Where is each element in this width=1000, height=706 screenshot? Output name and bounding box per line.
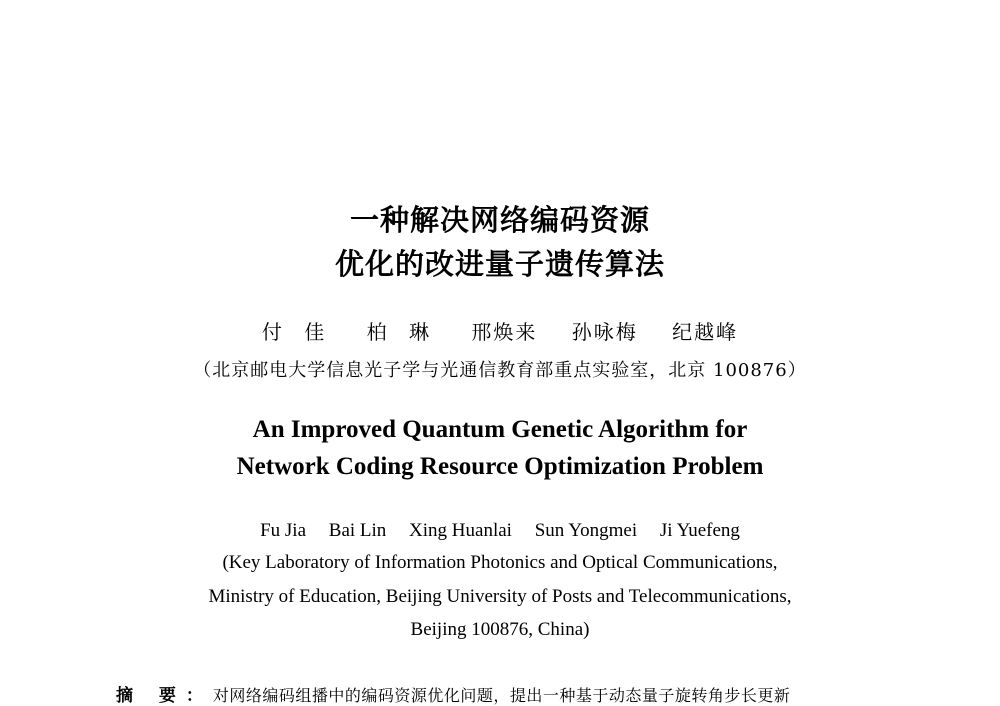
english-affiliation-line-1: (Key Laboratory of Information Photonics and Optical Communications, [222,552,778,573]
chinese-title-line-1: 一种解决网络编码资源 [349,203,650,237]
english-author: Bai Lin [328,520,387,541]
english-author: Sun Yongmei [534,520,638,541]
chinese-author-list [0,316,1000,345]
chinese-author: 付 佳 [261,320,333,344]
chinese-affiliation: （北京邮电大学信息光子学与光通信教育部重点实验室，北京 100876） [193,360,807,381]
english-author: Xing Huanlai [409,520,512,541]
chinese-author: 孙咏梅 [571,320,638,344]
chinese-author: 柏 琳 [366,320,437,344]
english-affiliation-line-3: Beijing 100876, China) [410,619,590,640]
chinese-author: 邢焕来 [471,320,538,344]
chinese-title-line-2: 优化的改进量子遗传算法 [334,247,665,281]
english-affiliation-line-2: Ministry of Education, Beijing University of Posts and Telecommunications, [208,586,792,607]
english-author-list [0,520,1000,542]
abstract-first-line [116,681,790,706]
abstract-label: 摘 要： [116,686,213,706]
english-title-line-2: Network Coding Resource Optimization Problem [236,453,764,480]
english-title-line-1: An Improved Quantum Genetic Algorithm for [252,416,748,443]
abstract-text: 对网络编码组播中的编码资源优化问题，提出一种基于动态量子旋转角步长更新 [212,686,791,705]
chinese-author: 纪越峰 [672,320,739,344]
english-author: Fu Jia [260,520,307,541]
english-author: Ji Yuefeng [659,520,740,541]
